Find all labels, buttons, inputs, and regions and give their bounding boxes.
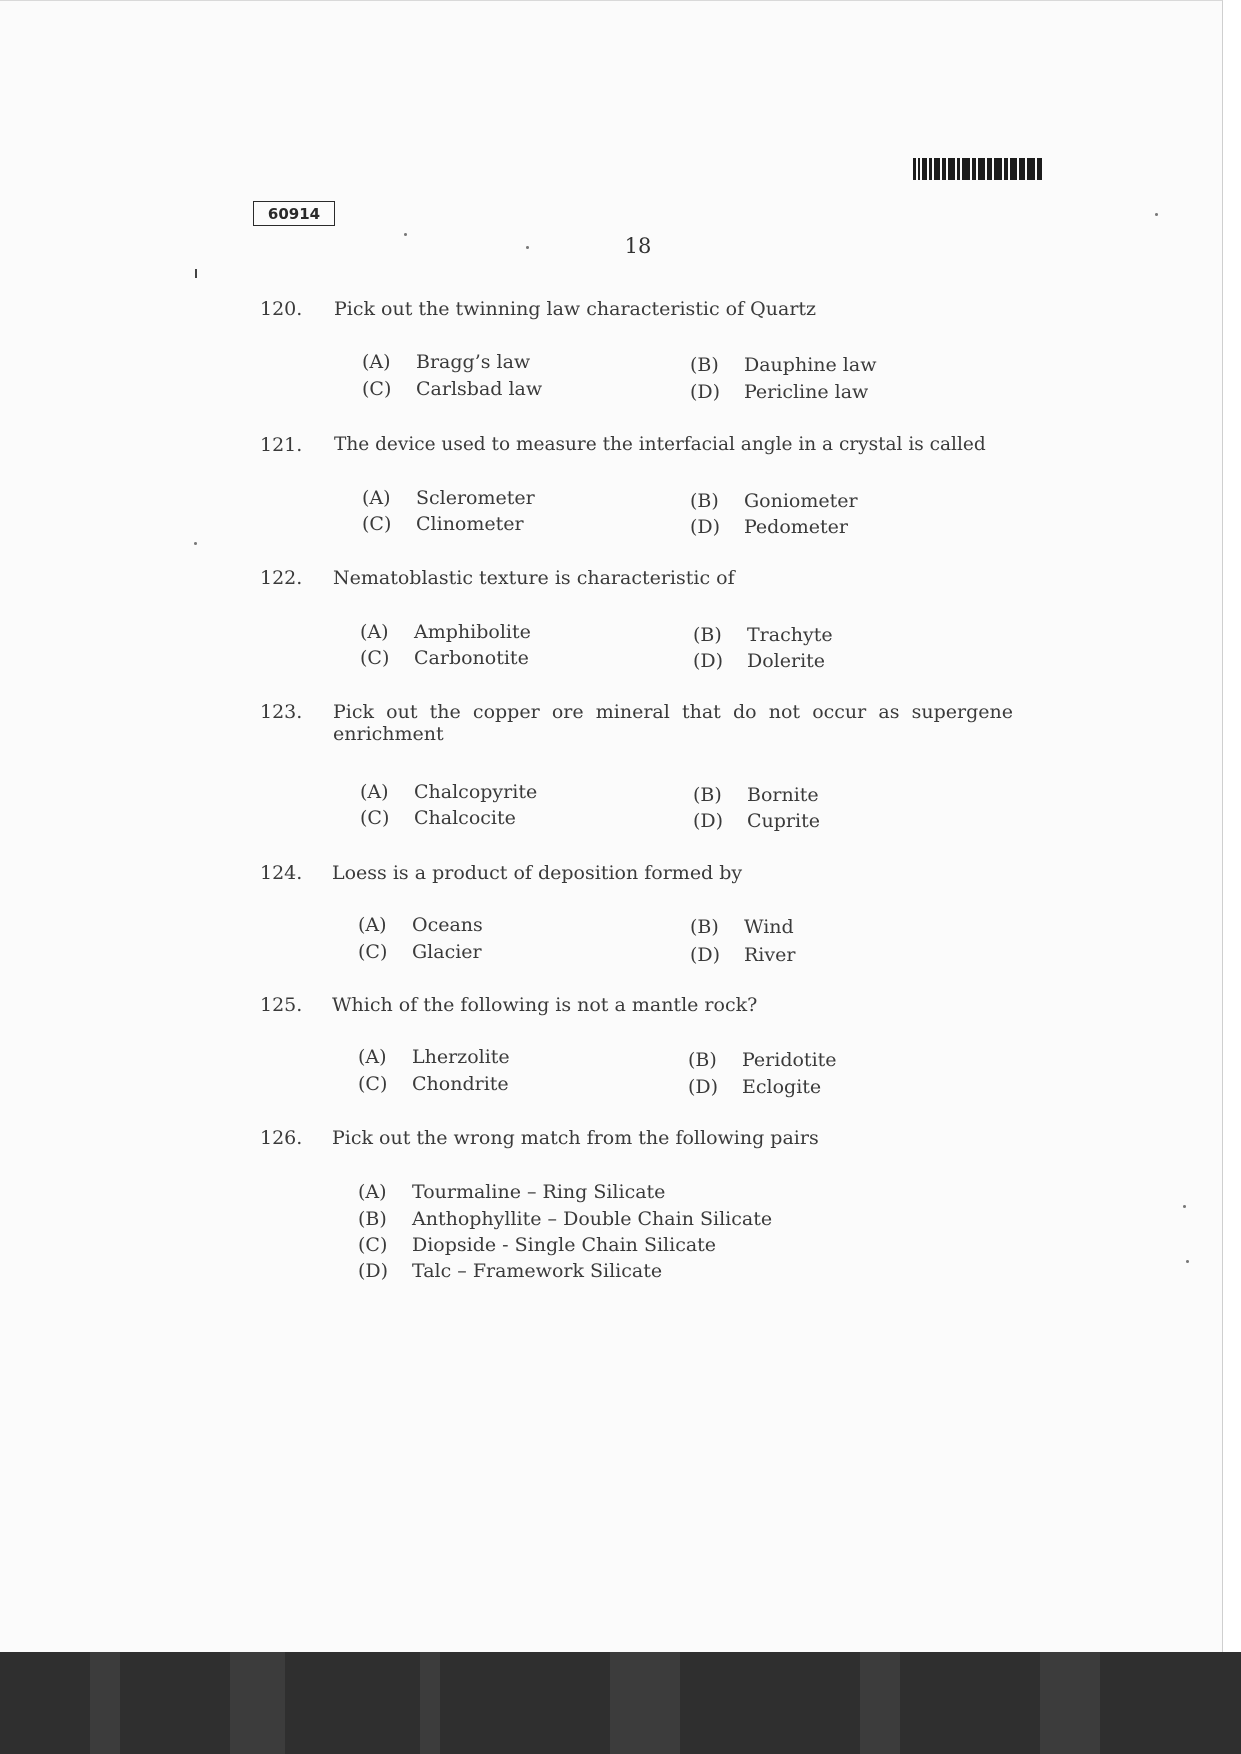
question-number: 120. (260, 298, 303, 320)
scan-speck (404, 233, 407, 236)
option-a: (A) Bragg’s law (362, 351, 531, 373)
scan-mark (195, 269, 197, 278)
option-a: (A) Oceans (358, 914, 483, 936)
option-c: (C) Chondrite (358, 1073, 509, 1095)
question-number: 123. (260, 701, 303, 723)
question-text: Pick out the copper ore mineral that do not occur as supergene enrichment (333, 701, 1013, 745)
option-d: (D) Talc – Framework Silicate (358, 1260, 663, 1282)
option-b: (B) Dauphine law (690, 354, 877, 376)
option-b: (B) Trachyte (693, 624, 833, 646)
option-a: (A) Chalcopyrite (360, 781, 538, 803)
option-c: (C) Diopside - Single Chain Silicate (358, 1234, 717, 1256)
option-c: (C) Carlsbad law (362, 378, 543, 400)
question-text: Pick out the wrong match from the following pairs (332, 1127, 819, 1149)
option-d: (D) Eclogite (688, 1076, 822, 1098)
option-b: (B) Bornite (693, 784, 819, 806)
option-d: (D) Pedometer (690, 516, 848, 538)
question-text: Which of the following is not a mantle rock? (332, 994, 758, 1016)
option-b: (B) Goniometer (690, 490, 858, 512)
option-d: (D) River (690, 944, 796, 966)
option-a: (A) Tourmaline – Ring Silicate (358, 1181, 666, 1203)
option-b: (B) Wind (690, 916, 794, 938)
question-text: Pick out the twinning law characteristic of Quartz (334, 298, 817, 320)
scanner-bed-background (0, 1652, 1241, 1754)
option-d: (D) Dolerite (693, 650, 826, 672)
option-d: (D) Pericline law (690, 381, 869, 403)
page-number: 18 (624, 234, 652, 258)
option-c: (C) Carbonotite (360, 647, 529, 669)
option-a: (A) Amphibolite (360, 621, 531, 643)
paper-code-box: 60914 (253, 201, 335, 226)
question-number: 125. (260, 994, 303, 1016)
option-c: (C) Chalcocite (360, 807, 516, 829)
option-a: (A) Lherzolite (358, 1046, 510, 1068)
scan-speck (526, 246, 529, 249)
option-c: (C) Clinometer (362, 513, 524, 535)
question-text: The device used to measure the interfacial angle in a crystal is called (334, 434, 986, 455)
scan-speck (1155, 213, 1158, 216)
question-number: 126. (260, 1127, 303, 1149)
barcode (913, 158, 1046, 180)
question-number: 122. (260, 567, 303, 589)
scan-speck (1186, 1260, 1189, 1263)
option-d: (D) Cuprite (693, 810, 820, 832)
option-c: (C) Glacier (358, 941, 482, 963)
option-b: (B) Anthophyllite – Double Chain Silicate (358, 1208, 773, 1230)
option-b: (B) Peridotite (688, 1049, 837, 1071)
question-number: 121. (260, 434, 303, 456)
option-a: (A) Sclerometer (362, 487, 535, 509)
question-text: Loess is a product of deposition formed by (332, 862, 743, 884)
scan-speck (194, 542, 197, 545)
scan-speck (1183, 1205, 1186, 1208)
question-text: Nematoblastic texture is characteristic of (333, 567, 735, 589)
question-number: 124. (260, 862, 303, 884)
